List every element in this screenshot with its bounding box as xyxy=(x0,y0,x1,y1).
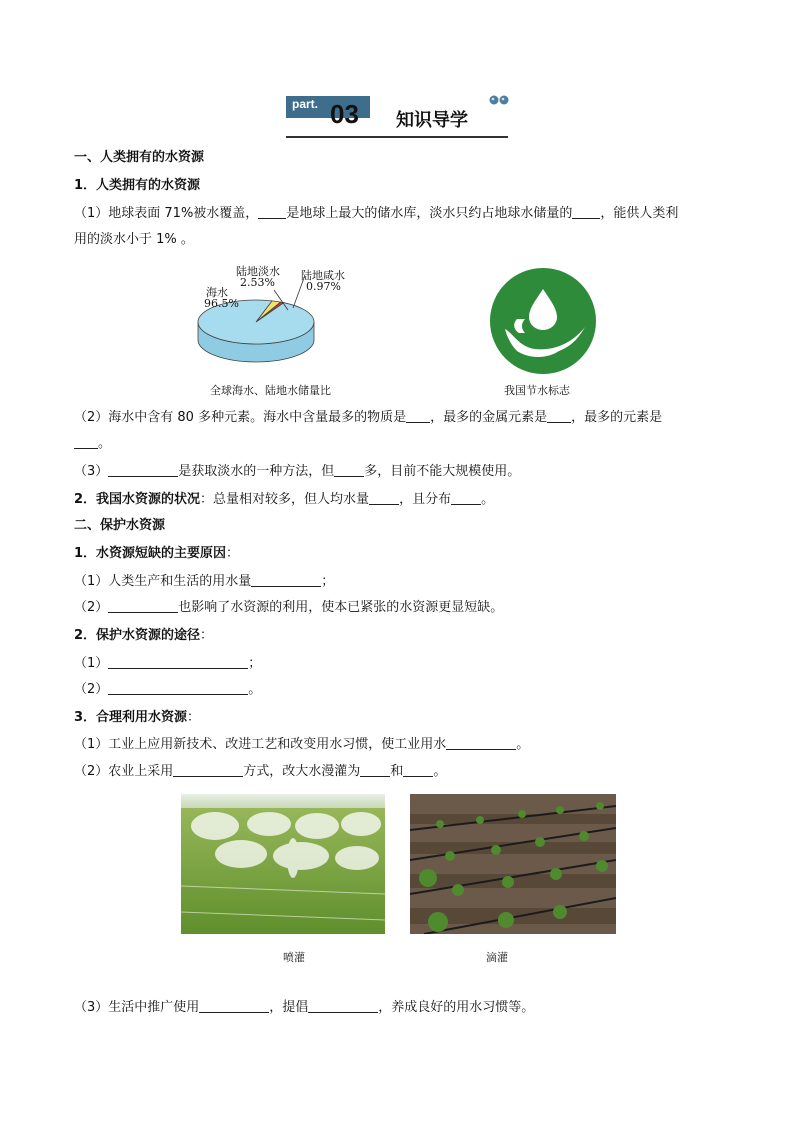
subheading-shortage: 1．水资源短缺的主要原因： xyxy=(74,546,240,561)
use-3: （3）生活中推广使用 ，提倡 ，养成良好的用水习惯等。 xyxy=(74,1000,535,1015)
slice-label-name: 陆地淡水 xyxy=(236,265,280,278)
water-drops-icon xyxy=(488,94,510,106)
sprinkler-caption: 喷灌 xyxy=(283,951,305,964)
header-number: 03 xyxy=(330,99,359,129)
drip-irrigation-photo xyxy=(410,794,616,934)
fill-blank[interactable] xyxy=(451,490,481,505)
fill-blank[interactable] xyxy=(334,462,364,477)
slice-label-name: 陆地咸水 xyxy=(301,269,345,282)
slice-label-value: 0.97% xyxy=(306,280,341,293)
reason-2: （2） 也影响了水资源的利用，使本已紧张的水资源更显短缺。 xyxy=(74,600,504,615)
use-1: （1）工业上应用新技术、改进工艺和改变用水习惯，使工业用水 。 xyxy=(74,737,530,752)
subheading-water-resources: 1．人类拥有的水资源 xyxy=(74,178,201,193)
fill-blank[interactable] xyxy=(572,204,600,219)
fill-blank[interactable] xyxy=(446,735,516,750)
subheading-protection: 2．保护水资源的途径： xyxy=(74,628,214,643)
fill-blank[interactable] xyxy=(108,598,178,613)
fill-blank[interactable] xyxy=(108,680,248,695)
fill-blank[interactable] xyxy=(258,204,286,219)
way-1: （1） ； xyxy=(74,656,262,671)
fill-blank[interactable] xyxy=(403,762,433,777)
page-title: 知识导学 xyxy=(396,110,468,131)
paragraph-1: （1）地球表面 71%被水覆盖， 是地球上最大的储水库，淡水只约占地球水储量的 ，能供人类利 xyxy=(74,206,679,221)
fill-blank[interactable] xyxy=(199,998,269,1013)
header-divider xyxy=(286,136,508,138)
fill-blank[interactable] xyxy=(251,572,321,587)
reason-1: （1）人类生产和生活的用水量 ； xyxy=(74,574,335,589)
water-saving-logo xyxy=(489,267,597,375)
fill-blank[interactable] xyxy=(360,762,390,777)
fill-blank[interactable] xyxy=(369,490,399,505)
section-heading-1: 一、人类拥有的水资源 xyxy=(74,150,205,165)
slice-label-value: 2.53% xyxy=(240,276,275,289)
slice-label-name: 海水 xyxy=(206,286,228,299)
subheading-rational-use: 3．合理利用水资源： xyxy=(74,710,201,725)
fill-blank[interactable] xyxy=(547,408,571,423)
section-heading-2: 二、保护水资源 xyxy=(74,518,166,533)
logo-caption: 我国节水标志 xyxy=(504,384,570,397)
fill-blank[interactable] xyxy=(74,434,98,449)
way-2: （2） 。 xyxy=(74,682,262,697)
pie-caption: 全球海水、陆地水储量比 xyxy=(210,384,331,397)
fill-blank[interactable] xyxy=(108,654,248,669)
paragraph-2-cont: 。 xyxy=(74,434,734,454)
fill-blank[interactable] xyxy=(108,462,178,477)
paragraph-china-water: 2．我国水资源的状况：总量相对较多，但人均水量 ，且分布 。 xyxy=(74,492,495,507)
use-2: （2）农业上采用 方式，改大水漫灌为 和 。 xyxy=(74,764,447,779)
drip-caption: 滴灌 xyxy=(486,951,508,964)
slice-label-value: 96.5% xyxy=(204,297,239,310)
fill-blank[interactable] xyxy=(308,998,378,1013)
paragraph-1-cont: 用的淡水小于 1% 。 xyxy=(74,232,194,247)
paragraph-2: （2）海水中含有 80 多种元素。海水中含量最多的物质是 ，最多的金属元素是 ，最多的元素是 xyxy=(74,410,663,425)
fill-blank[interactable] xyxy=(173,762,243,777)
paragraph-3: （3） 是获取淡水的一种方法，但 多，目前不能大规模使用。 xyxy=(74,464,521,479)
fill-blank[interactable] xyxy=(406,408,430,423)
header-tag: part. xyxy=(292,97,319,111)
sprinkler-irrigation-photo xyxy=(181,794,385,934)
